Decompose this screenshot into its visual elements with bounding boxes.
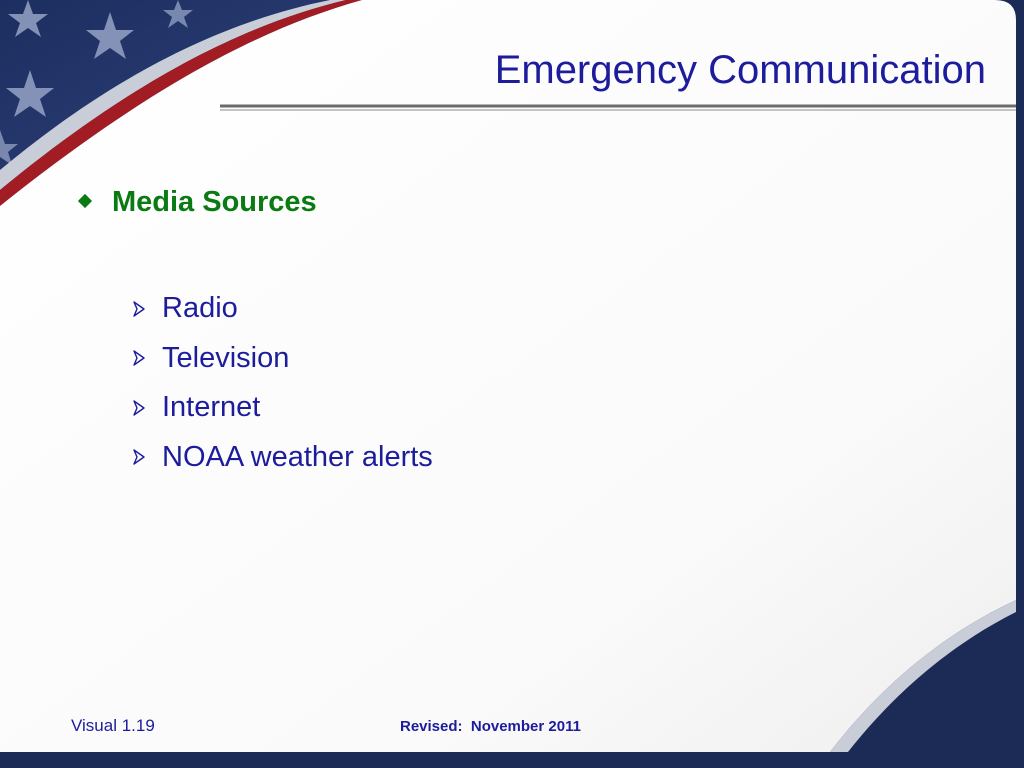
sub-bullet-item [133, 383, 433, 433]
sub-bullet-item [133, 334, 433, 384]
sub-bullet-list [133, 284, 433, 482]
footer-revised-date: Revised: November 2011 [400, 718, 581, 735]
main-bullet [80, 186, 317, 219]
arrowhead-bullet-icon [133, 350, 145, 366]
diamond-bullet-icon [78, 193, 92, 207]
sub-bullet-label: Internet [162, 391, 261, 424]
main-bullet-label: Media Sources [112, 186, 317, 218]
arrowhead-bullet-icon [133, 400, 145, 416]
sub-bullet-item [133, 284, 433, 334]
sub-bullet-item [133, 433, 433, 483]
sub-bullet-label: Radio [162, 292, 238, 325]
arrowhead-bullet-icon [133, 301, 145, 317]
slide-title: Emergency Communication [494, 48, 986, 92]
sub-bullet-label: NOAA weather alerts [162, 440, 433, 473]
arrowhead-bullet-icon [133, 449, 145, 465]
footer-visual-number: Visual 1.19 [71, 716, 155, 735]
sub-bullet-label: Television [162, 341, 290, 374]
